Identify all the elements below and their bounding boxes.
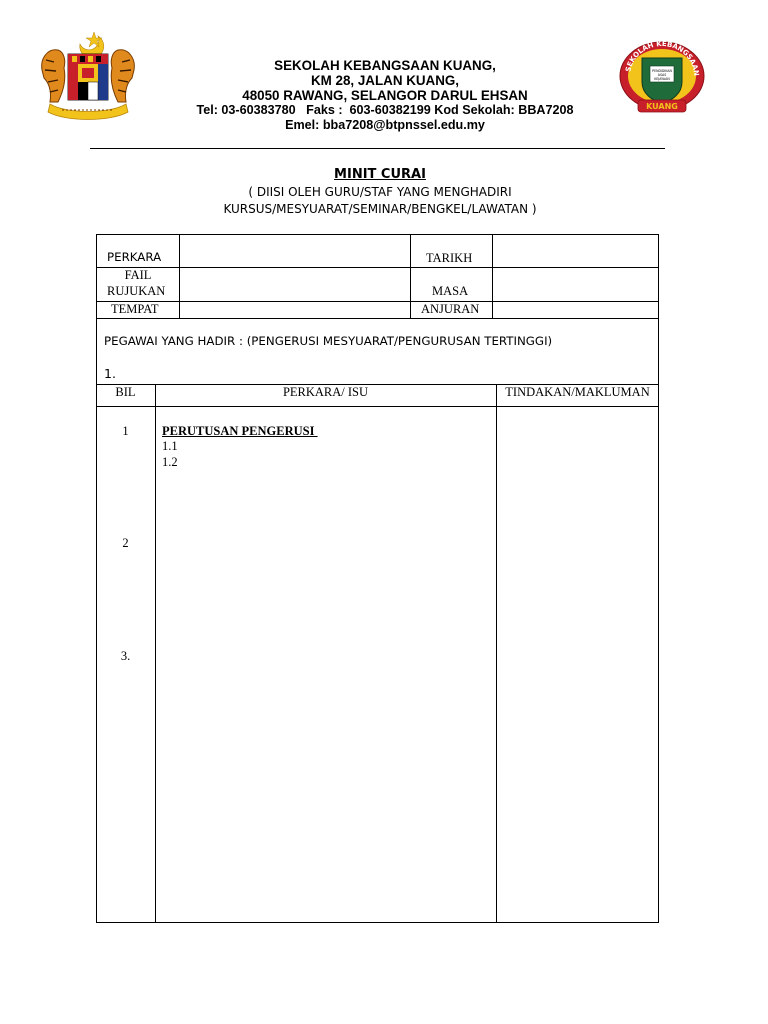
- masa-label: MASA: [432, 284, 469, 298]
- school-crest-icon: [616, 38, 708, 116]
- tempat-label: TEMPAT: [111, 302, 159, 316]
- info-table-col-line: [492, 234, 493, 319]
- anjuran-label: ANJURAN: [421, 302, 480, 316]
- minutes-col-line: [155, 384, 156, 923]
- form-subtitle-line-1: ( DIISI OLEH GURU/STAF YANG MENGHADIRI: [248, 185, 512, 199]
- row-1-heading: PERUTUSAN PENGERUSI: [162, 424, 318, 438]
- info-table-col-line: [410, 234, 411, 319]
- malaysia-coat-of-arms-icon: [36, 30, 140, 122]
- row-1-subitem-2: 1.2: [162, 455, 178, 469]
- row-2-bil: 2: [122, 536, 129, 550]
- crest-text-bottom: KUANG: [646, 102, 678, 111]
- row-1-subitem-1: 1.1: [162, 439, 178, 453]
- rujukan-label: RUJUKAN: [107, 284, 166, 298]
- email-line: Emel: bba7208@btpnssel.edu.my: [285, 118, 485, 132]
- school-name: SEKOLAH KEBANGSAAN KUANG,: [274, 58, 496, 73]
- header-divider: [90, 148, 665, 149]
- minutes-col-line: [496, 384, 497, 923]
- address-line-2: 48050 RAWANG, SELANGOR DARUL EHSAN: [242, 88, 528, 103]
- svg-text:PENDIDIKAN: PENDIDIKAN: [652, 69, 672, 73]
- fail-label: FAIL: [124, 268, 152, 282]
- perkara-label: PERKARA: [107, 250, 162, 264]
- form-subtitle-line-2: KURSUS/MESYUARAT/SEMINAR/BENGKEL/LAWATAN ): [223, 202, 537, 216]
- info-table-col-line: [179, 234, 180, 319]
- attendees-label: PEGAWAI YANG HADIR : (PENGERUSI MESYUARAT/PENGURUSAN TERTINGGI): [104, 334, 553, 348]
- minutes-table: [96, 318, 659, 923]
- info-table-row-line: [96, 301, 659, 302]
- svg-text:KEJAYAAN: KEJAYAAN: [654, 77, 670, 81]
- row-1-bil: 1: [122, 424, 129, 438]
- column-header-tindakan-makluman: TINDAKAN/MAKLUMAN: [505, 385, 650, 399]
- info-table: [96, 234, 659, 319]
- svg-text:ASAS: ASAS: [657, 73, 667, 77]
- form-title: MINIT CURAI: [334, 167, 426, 182]
- tarikh-label: TARIKH: [426, 251, 473, 265]
- column-header-bil: BIL: [115, 385, 136, 399]
- column-header-perkara-isu: PERKARA/ ISU: [282, 385, 369, 399]
- row-3-bil: 3.: [120, 649, 131, 663]
- minutes-header-bottom-line: [96, 406, 659, 407]
- contact-line: Tel: 03-60383780 Faks : 603-60382199 Kod Sekolah: BBA7208: [196, 103, 574, 117]
- crest-text-top: SEKOLAH KEBANGSAAN: [624, 39, 701, 77]
- attendee-item-1: 1.: [104, 366, 116, 381]
- address-line-1: KM 28, JALAN KUANG,: [310, 73, 460, 88]
- info-table-row-line: [96, 267, 659, 268]
